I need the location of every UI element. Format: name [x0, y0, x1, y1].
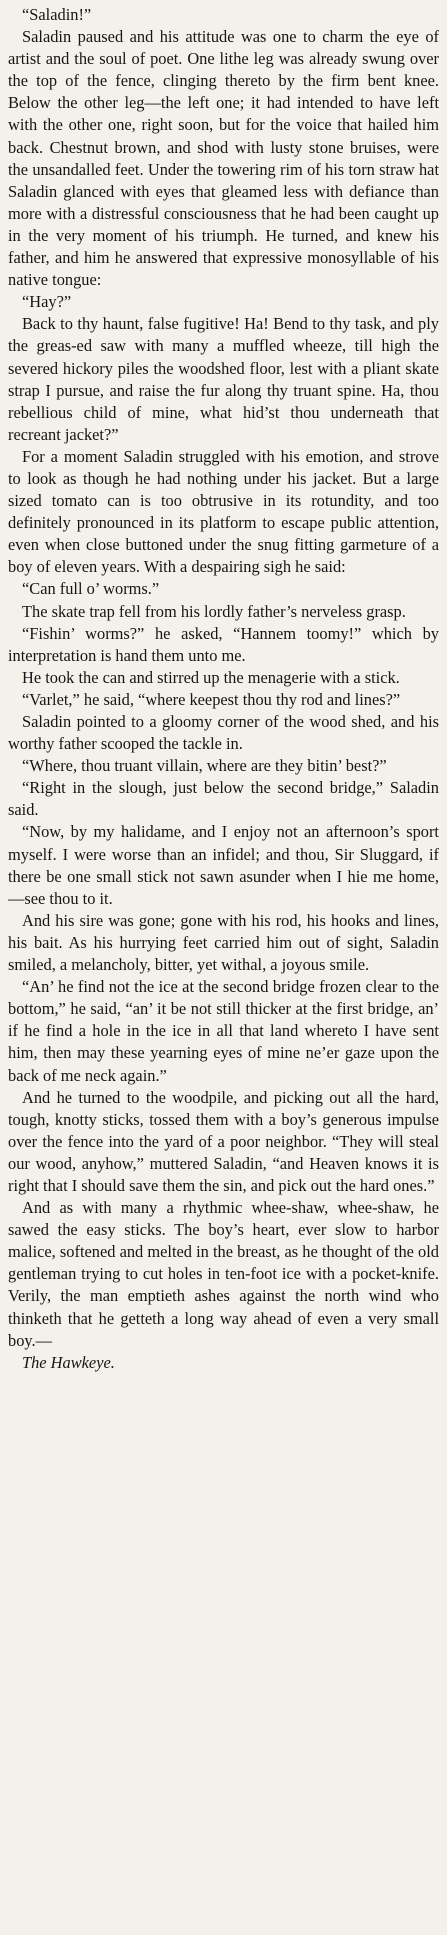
source-credit: The Hawkeye.	[22, 1352, 115, 1372]
paragraph-varlet: “Varlet,” he said, “where keepest thou thy rod and lines?”	[22, 689, 401, 709]
paragraph-back-to-thy-haunt: Back to thy haunt, false fugitive! Ha! Bend to thy task, and ply the greas-ed saw with many a muffled wheeze, till high the severed hickory piles the woodshed floor, lest with a pliant skate strap I pursue, and raise the fur along thy truant spine. Ha, thou rebellious child of mine, what hid’st thou underneath that recreant jacket?”	[8, 314, 439, 444]
paragraph-took-the-can: He took the can and stirred up the menagerie with a stick.	[22, 667, 400, 687]
paragraph-right-in-slough: “Right in the slough, just below the second bridge,” Saladin said.	[8, 778, 439, 820]
paragraph-gloomy-corner: Saladin pointed to a gloomy corner of the wood shed, and his worthy father scooped the tackle in.	[8, 712, 439, 754]
paragraph-hay: “Hay?”	[22, 292, 72, 312]
paragraph-skate-trap: The skate trap fell from his lordly father’s nerveless grasp.	[22, 601, 406, 621]
paragraph-where-biting: “Where, thou truant villain, where are they bitin’ best?”	[22, 756, 387, 776]
paragraph-opening-call: “Saladin!”	[22, 5, 92, 24]
paragraph-fishin-worms: “Fishin’ worms?” he asked, “Hannem toomy!” which by interpretation is hand them unto me.	[8, 623, 439, 665]
paragraph-sire-gone: And his sire was gone; gone with his rod, his hooks and lines, his bait. As his hurrying feet carried him out of sight, Saladin smiled, a melancholy, bitter, yet withal, a joyous smile.	[8, 910, 439, 975]
paragraph-halidame: “Now, by my halidame, and I enjoy not an afternoon’s sport myself. I were worse than an infidel; and thou, Sir Sluggard, if there be one small stick not sawn asunder when I hie me home,—see thou to it.	[8, 822, 439, 908]
paragraph-can-of-worms: “Can full o’ worms.”	[22, 579, 160, 599]
paragraph-saladin-pauses: Saladin paused and his attitude was one to charm the eye of artist and the soul of poet. One lithe leg was already swung over the top of the fence, clinging thereto by the firm bent knee. Below the other leg—the left one; it had intended to have left with the other one, right soon, but for the voice that hailed him back. Chestnut brown, and shod with lusty stone bruises, were the unsandalled feet. Under the towering rim of his torn straw hat Saladin glanced with eyes that gleamed less with defiance than more with a distressful consciousness that he had been caught up in the very moment of his triumph. He turned, and knew his father, and him he answered that expressive monosyllable of his native tongue:	[8, 27, 439, 290]
paragraph-woodpile: And he turned to the woodpile, and picking out all the hard, tough, knotty sticks, tossed them with a boy’s generous impulse over the fence into the yard of a poor neighbor. “They will steal our wood, anyhow,” muttered Saladin, “and Heaven knows it is right that I should save them the sin, and pick out the hard ones.”	[8, 1087, 439, 1195]
paragraph-struggle: For a moment Saladin struggled with his emotion, and strove to look as though he had nothing under his jacket. But a large sized tomato can is too obtrusive in its rotundity, and too definitely pronounced in its platform to escape public attention, even when close buttoned under the snug fitting garmeture of a boy of eleven years. With a despairing sigh he said:	[8, 446, 439, 577]
paragraph-ice-at-bridge: “An’ he find not the ice at the second bridge frozen clear to the bottom,” he said, “an’ it be not still thicker at the first bridge, an’ if he find a hole in the ice in all that land whereto I have sent him, then may these yearning eyes of mine ne’er gaze upon the back of me neck again.”	[8, 977, 439, 1085]
paragraph-whee-shaw: And as with many a rhythmic whee-shaw, whee-shaw, he sawed the easy sticks. The boy’s heart, ever slow to harbor malice, softened and melted in the breast, as he thought of the old gentleman trying to cut holes in ten-foot ice with a pocket-knife. Verily, the man emptieth ashes against the north wind who thinketh that he getteth a long way ahead of even a very small boy.—	[8, 1198, 439, 1350]
